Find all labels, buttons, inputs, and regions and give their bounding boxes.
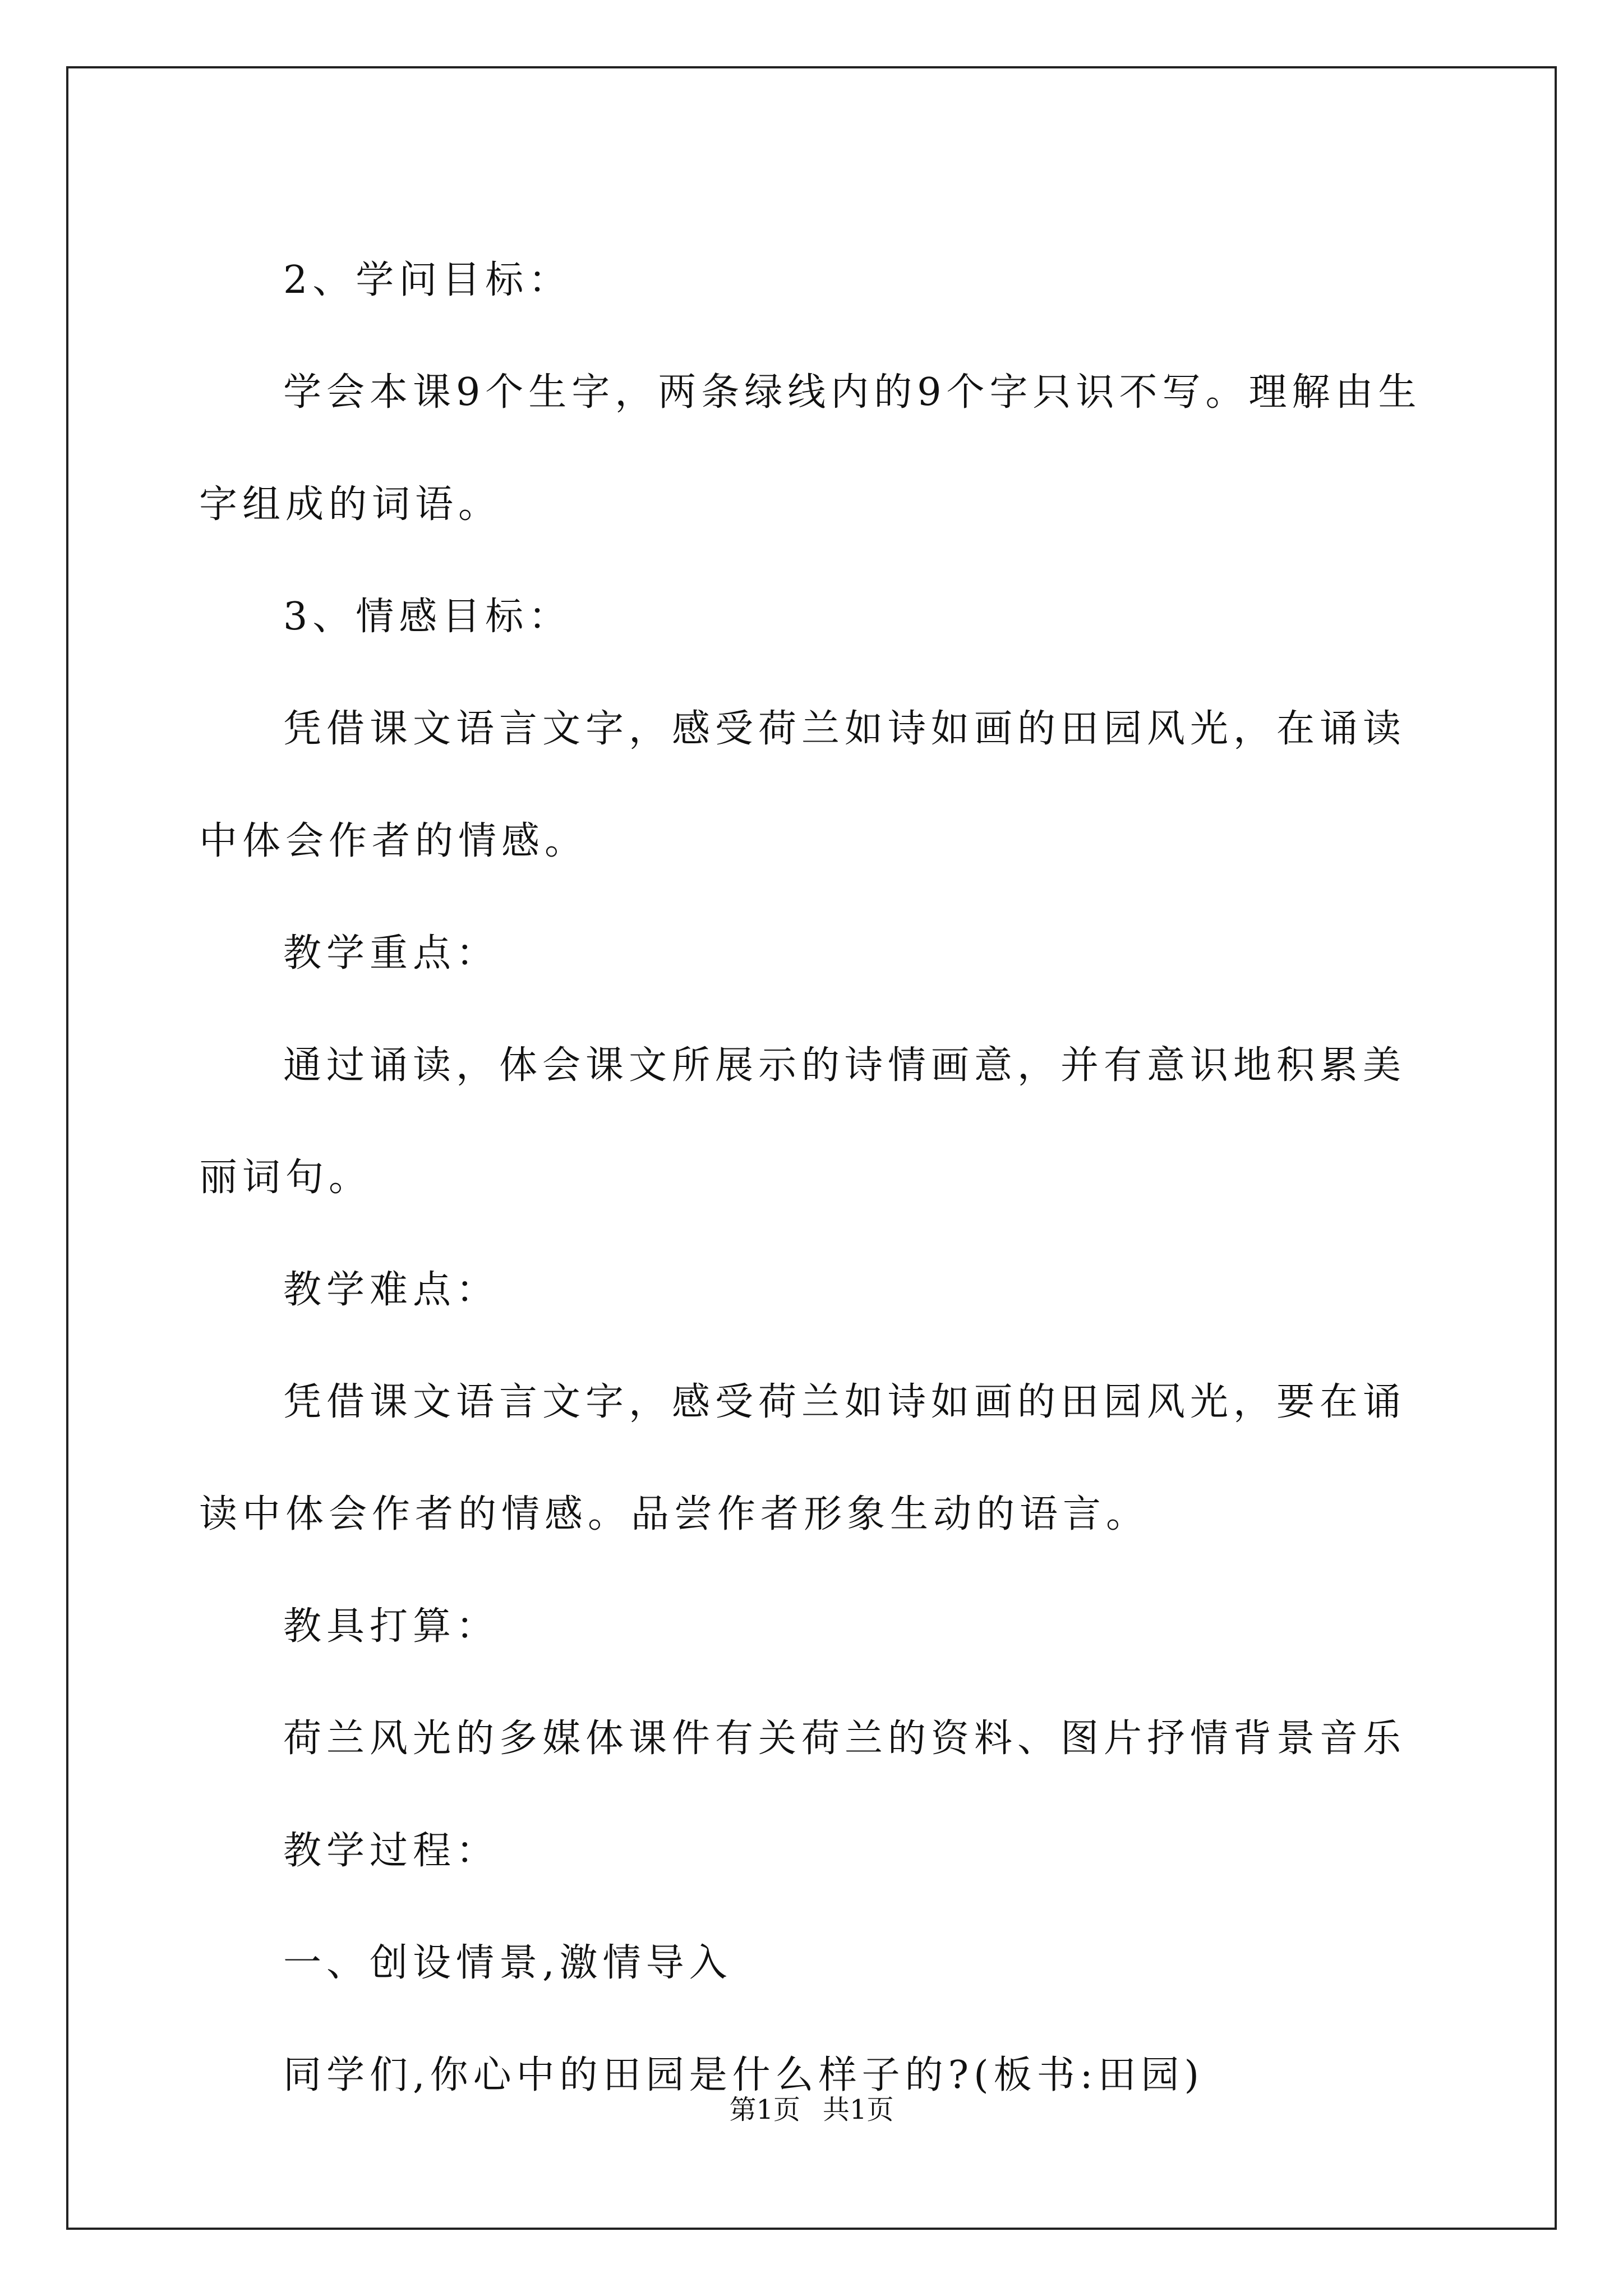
page-total: 共1页 [823,2094,894,2125]
section-heading-process: 教学过程： [283,1829,500,1873]
section-heading-materials: 教具打算： [283,1604,500,1649]
paragraph-emotion-goal: 凭借课文语言文字，感受荷兰如诗如画的田园风光，在诵读中体会作者的情感。 [199,707,1407,863]
paragraph-difficulties: 凭借课文语言文字，感受荷兰如诗如画的田园风光，要在诵读中体会作者的情感。品尝作者形象生动的语言。 [199,1380,1407,1536]
paragraph-step-one: 一、创设情景,激情导入 [283,1941,732,1985]
page-number: 第1页 [729,2094,800,2125]
paragraph-question: 同学们,你心中的田园是什么样子的?(板书:田园) [283,2053,1205,2097]
document-body [199,224,1433,2132]
section-heading-knowledge-goal: 2、学问目标： [283,258,572,302]
paragraph-key-points: 通过诵读，体会课文所展示的诗情画意，并有意识地积累美丽词句。 [199,1043,1407,1200]
page-footer [0,2088,1623,2127]
paragraph-knowledge-goal: 学会本课9个生字，两条绿线内的9个字只识不写。理解由生字组成的词语。 [199,370,1422,527]
section-heading-emotion-goal: 3、情感目标： [283,595,572,639]
paragraph-materials: 荷兰风光的多媒体课件有关荷兰的资料、图片抒情背景音乐 [283,1717,1407,1761]
section-heading-key-points: 教学重点： [283,931,500,976]
section-heading-difficulties: 教学难点： [283,1268,500,1312]
